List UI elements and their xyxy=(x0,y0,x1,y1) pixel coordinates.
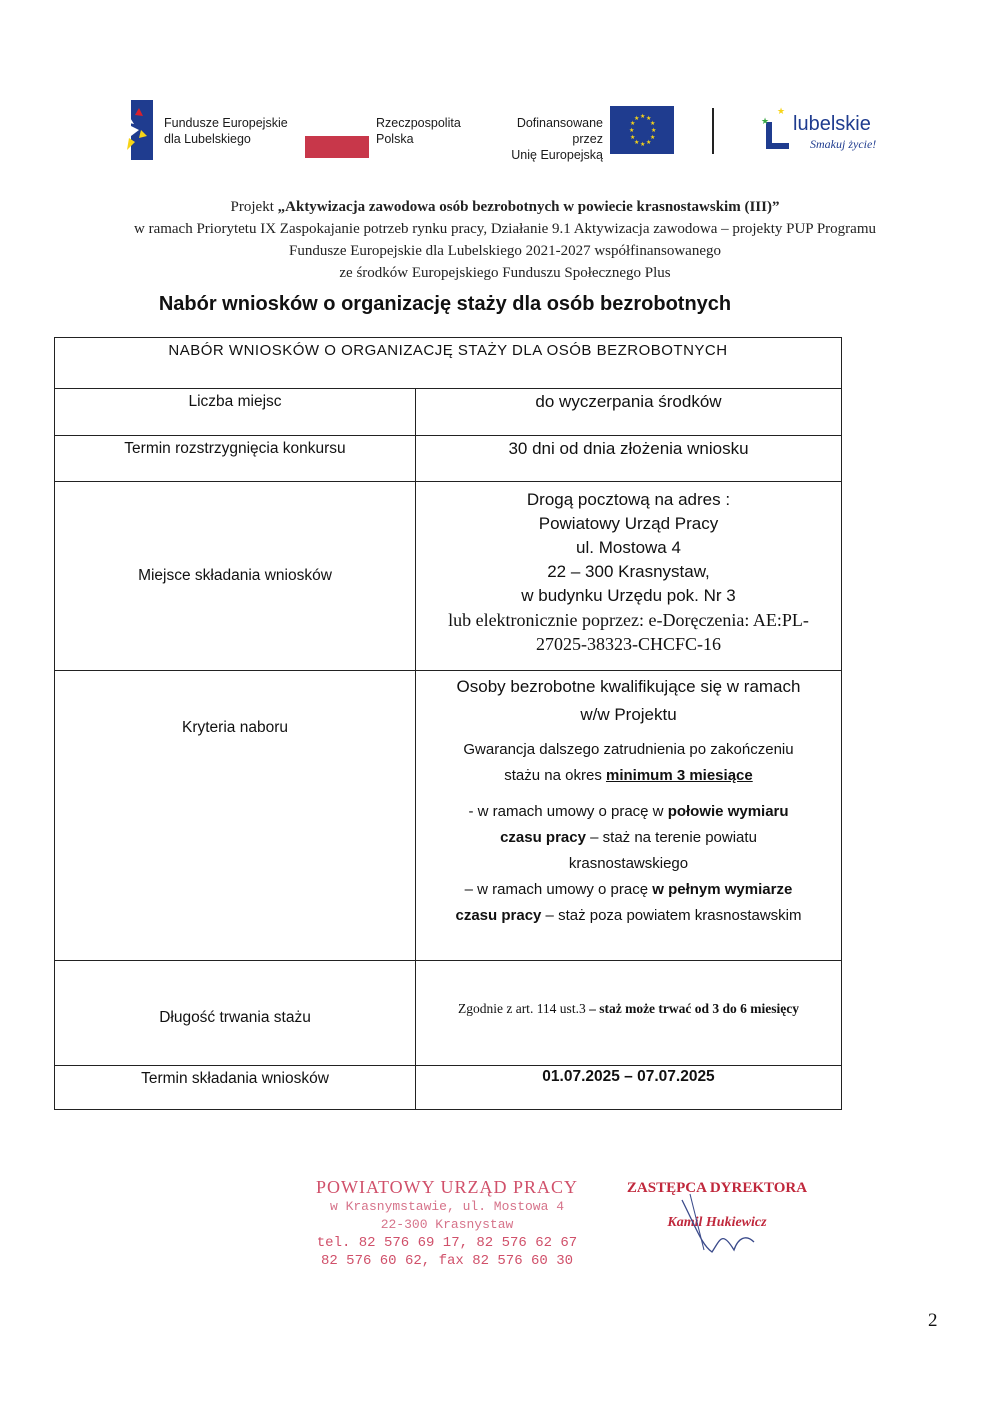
eu-funding-text: Dofinansowane przez Unię Europejską xyxy=(511,116,603,162)
table-row xyxy=(55,961,842,1066)
where-value: Drogą pocztową na adres : Powiatowy Urząd Pracy ul. Mostowa 4 22 – 300 Krasnystaw, w budynku Urzędu pok. Nr 3 lub elektronicznie poprzez: e-Doręczenia: AE:PL- 27025-38323-CHCFC-16 xyxy=(416,482,842,671)
svg-text:★: ★ xyxy=(630,134,636,141)
fundusze-europejskie-logo xyxy=(125,100,157,160)
svg-text:★: ★ xyxy=(634,139,640,146)
logo-bar xyxy=(120,98,890,162)
project-fund-line: ze środków Europejskiego Funduszu Społecznego Plus xyxy=(339,265,671,281)
table-header: NABÓR WNIOSKÓW O ORGANIZACJĘ STAŻY DLA OSÓB BEZROBOTNYCH xyxy=(55,338,842,389)
svg-text:★: ★ xyxy=(650,120,656,127)
project-header xyxy=(60,196,950,284)
polish-flag xyxy=(305,114,369,158)
deadline-label: Termin rozstrzygnięcia konkursu xyxy=(55,436,416,482)
svg-text:★: ★ xyxy=(634,115,640,122)
project-program-line: Fundusze Europejskie dla Lubelskiego 2021-2027 współfinansowanego xyxy=(288,243,721,259)
lubelskie-logo xyxy=(755,102,895,158)
duration-value: Zgodnie z art. 114 ust.3 – staż może trwać od 3 do 6 miesięcy xyxy=(416,961,842,1066)
signature-scribble xyxy=(642,1190,792,1260)
table-row xyxy=(55,436,842,482)
project-title-line: Projekt „Aktywizacja zawodowa osób bezrobotnych w powiecie krasnostawskim (III)” xyxy=(230,199,780,215)
page-title: Nabór wniosków o organizację staży dla osób bezrobotnych xyxy=(158,293,732,315)
svg-text:★: ★ xyxy=(640,113,646,120)
table-row xyxy=(55,671,842,961)
submit-value: 01.07.2025 – 07.07.2025 xyxy=(416,1066,842,1110)
table-row xyxy=(55,482,842,671)
svg-text:★: ★ xyxy=(640,141,646,148)
eu-flag-icon xyxy=(610,106,674,154)
page-number: 2 xyxy=(928,1310,938,1331)
svg-text:Smakuj życie!: Smakuj życie! xyxy=(810,137,877,151)
rzeczpospolita-text: Rzeczpospolita Polska xyxy=(376,116,461,146)
table-header-row xyxy=(55,338,842,389)
deadline-value: 30 dni od dnia złożenia wniosku xyxy=(416,436,842,482)
recruitment-table xyxy=(54,337,842,1110)
svg-text:★: ★ xyxy=(646,115,652,122)
fundusze-europejskie-text: Fundusze Europejskie dla Lubelskiego xyxy=(164,116,288,146)
where-label: Miejsce składania wniosków xyxy=(55,482,416,671)
office-stamp: POWIATOWY URZĄD PRACY w Krasnymstawie, ul. Mostowa 4 22-300 Krasnystaw tel. 82 576 69 17, 82 576 62 67 82 576 60 62, fax 82 576 60 30 xyxy=(315,1177,578,1269)
table-row xyxy=(55,1066,842,1110)
project-priority-line: w ramach Priorytetu IX Zaspokajanie potrzeb rynku pracy, Działanie 9.1 Aktywizacja zawodowa – projekty PUP Programu xyxy=(134,221,876,237)
svg-text:★: ★ xyxy=(646,139,652,146)
director-signature: ZASTĘPCA DYREKTORA Kamil Hukiewicz xyxy=(612,1180,822,1231)
criteria-value: Osoby bezrobotne kwalifikujące się w ramach w/w Projektu Gwarancja dalszego zatrudnienia po zakończeniu stażu na okres minimum 3 miesiące - w ramach umowy o pracę w połowie wymiaru czasu pracy – staż na terenie powiatu krasnostawskiego – w ramach umowy o pracę w pełnym wymiarze czasu pracy – staż poza powiatem krasnostawskim xyxy=(416,671,842,961)
logo-divider xyxy=(712,108,714,154)
svg-text:★: ★ xyxy=(777,107,786,117)
svg-text:★: ★ xyxy=(761,117,770,127)
submit-label: Termin składania wniosków xyxy=(55,1066,416,1110)
places-label: Liczba miejsc xyxy=(55,389,416,436)
duration-label: Długość trwania stażu xyxy=(55,961,416,1066)
svg-text:★: ★ xyxy=(629,127,635,134)
svg-text:★: ★ xyxy=(630,120,636,127)
table-row xyxy=(55,389,842,436)
svg-text:★: ★ xyxy=(651,127,657,134)
svg-text:lubelskie: lubelskie xyxy=(793,113,871,135)
criteria-label: Kryteria naboru xyxy=(55,671,416,961)
svg-text:★: ★ xyxy=(650,134,656,141)
places-value: do wyczerpania środków xyxy=(416,389,842,436)
